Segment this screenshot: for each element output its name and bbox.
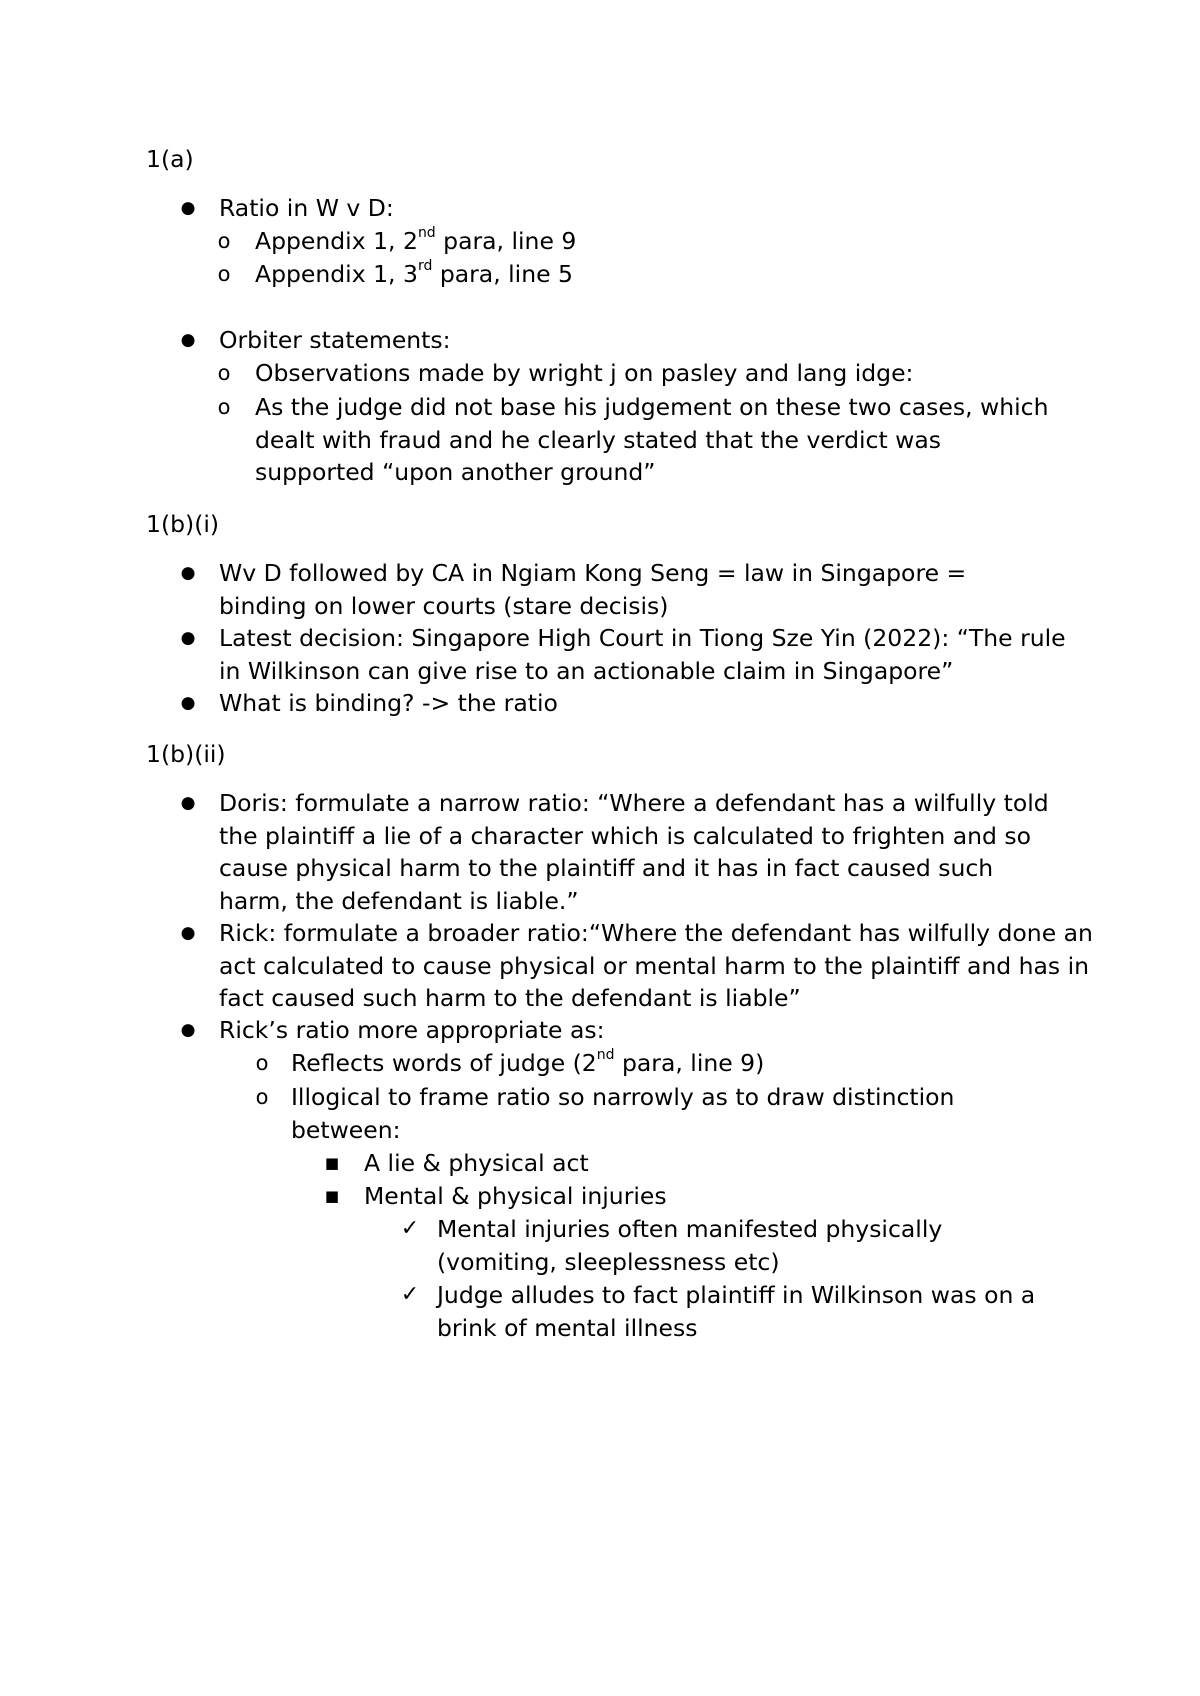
orbiter-statement-1: Observations made by wright j on pasley and lang idge:	[255, 359, 914, 387]
bullet-icon: ●	[180, 693, 196, 713]
circle-bullet-icon: o	[217, 361, 231, 385]
square-bullet-icon: ■	[324, 1154, 340, 1172]
square-bullet-icon: ■	[324, 1187, 340, 1205]
heading-1a: 1(a)	[146, 145, 194, 173]
bullet-icon: ●	[180, 330, 196, 350]
binding-point-3: What is binding? -> the ratio	[219, 689, 558, 717]
bullet-icon: ●	[180, 923, 196, 943]
heading-1bi: 1(b)(i)	[146, 510, 220, 538]
circle-bullet-icon: o	[217, 395, 231, 419]
ratio-reference-2: Appendix 1, 3rd para, line 5	[255, 258, 573, 288]
orbiter-label: Orbiter statements:	[219, 326, 451, 354]
circle-bullet-icon: o	[217, 229, 231, 253]
bullet-icon: ●	[180, 1020, 196, 1040]
rick-ratio: Rick: formulate a broader ratio:“Where the defendant has wilfully done an act calculated to cause physical or mental harm to the plaintiff and has in fact caused such harm to the defendant is liable”	[219, 919, 1093, 1012]
doris-ratio: Doris: formulate a narrow ratio: “Where a defendant has a wilfully told the plaintiff a lie of a character which is calculated to frighten and so cause physical harm to the plaintiff and it has in fact caused such harm, the defendant is liable.”	[219, 789, 1049, 915]
check-icon: ✓	[400, 1216, 420, 1241]
circle-bullet-icon: o	[217, 262, 231, 286]
circle-bullet-icon: o	[255, 1085, 269, 1109]
ratio-label: Ratio in W v D:	[219, 194, 394, 222]
reason-2: Illogical to frame ratio so narrowly as to draw distinction between:	[291, 1083, 955, 1144]
reason-1: Reflects words of judge (2nd para, line 9)	[291, 1047, 765, 1077]
binding-point-1: Wv D followed by CA in Ngiam Kong Seng = law in Singapore = binding on lower courts (stare decisis)	[219, 559, 967, 620]
orbiter-statement-2: As the judge did not base his judgement on these two cases, which dealt with fraud and he clearly stated that the verdict was supported “upon another ground”	[255, 393, 1049, 486]
ratio-reference-1: Appendix 1, 2nd para, line 9	[255, 225, 577, 255]
heading-1bii: 1(b)(ii)	[146, 740, 226, 768]
binding-point-2: Latest decision: Singapore High Court in Tiong Sze Yin (2022): “The rule in Wilkinson can give rise to an actionable claim in Singapore”	[219, 624, 1066, 685]
circle-bullet-icon: o	[255, 1051, 269, 1075]
distinction-1: A lie & physical act	[364, 1149, 589, 1177]
rick-ratio-appropriate: Rick’s ratio more appropriate as:	[219, 1016, 605, 1044]
bullet-icon: ●	[180, 563, 196, 583]
check-point-2: Judge alludes to fact plaintiff in Wilkinson was on a brink of mental illness	[437, 1281, 1036, 1342]
check-icon: ✓	[400, 1282, 420, 1307]
bullet-icon: ●	[180, 198, 196, 218]
check-point-1: Mental injuries often manifested physically (vomiting, sleeplessness etc)	[437, 1215, 943, 1276]
bullet-icon: ●	[180, 793, 196, 813]
distinction-2: Mental & physical injuries	[364, 1182, 667, 1210]
bullet-icon: ●	[180, 628, 196, 648]
